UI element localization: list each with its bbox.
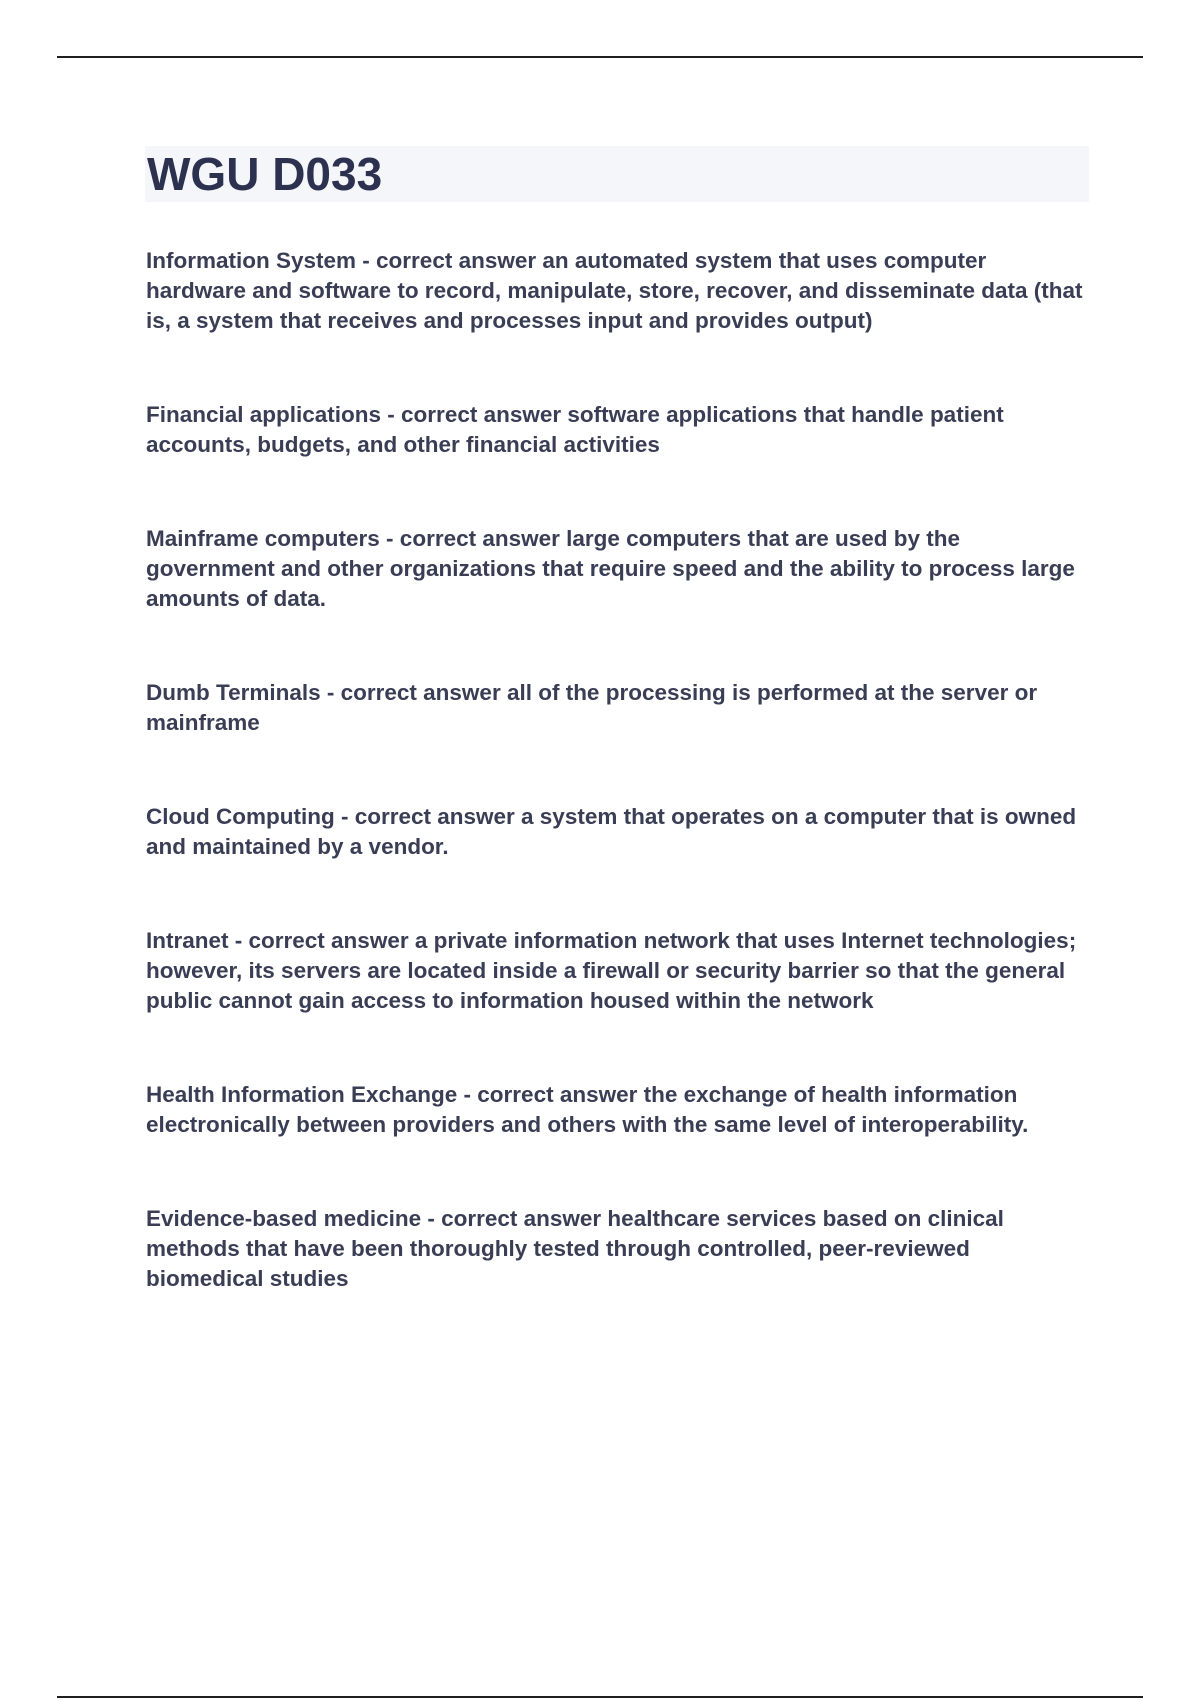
definition-list xyxy=(146,246,1091,1358)
footer-rule xyxy=(57,1696,1143,1698)
definition-entry-information-system: Information System - correct answer an automated system that uses computer hardware and software to record, manipulate, store, recover, and disseminate data (that is, a system that receives and processes input and provides output) xyxy=(146,248,1083,333)
header-rule xyxy=(57,56,1143,58)
definition-entry-dumb-terminals: Dumb Terminals - correct answer all of the processing is performed at the server or mainframe xyxy=(146,680,1038,735)
definition-entry-health-information-exchange: Health Information Exchange - correct answer the exchange of health information electronically between providers and others with the same level of interoperability. xyxy=(146,1082,1029,1137)
definition-entry-intranet: Intranet - correct answer a private information network that uses Internet technologies; however, its servers are located inside a firewall or security barrier so that the general public cannot gain access to information housed within the network xyxy=(146,928,1077,1013)
page-title: WGU D033 xyxy=(147,148,383,200)
definition-entry-mainframe-computers: Mainframe computers - correct answer large computers that are used by the government and other organizations that require speed and the ability to process large amounts of data. xyxy=(146,526,1075,611)
definition-entry-cloud-computing: Cloud Computing - correct answer a system that operates on a computer that is owned and maintained by a vendor. xyxy=(146,804,1077,859)
definition-entry-financial-applications: Financial applications - correct answer software applications that handle patient accounts, budgets, and other financial activities xyxy=(146,402,1004,457)
definition-entry-evidence-based-medicine: Evidence-based medicine - correct answer healthcare services based on clinical methods that have been thoroughly tested through controlled, peer-reviewed biomedical studies xyxy=(146,1206,1004,1291)
